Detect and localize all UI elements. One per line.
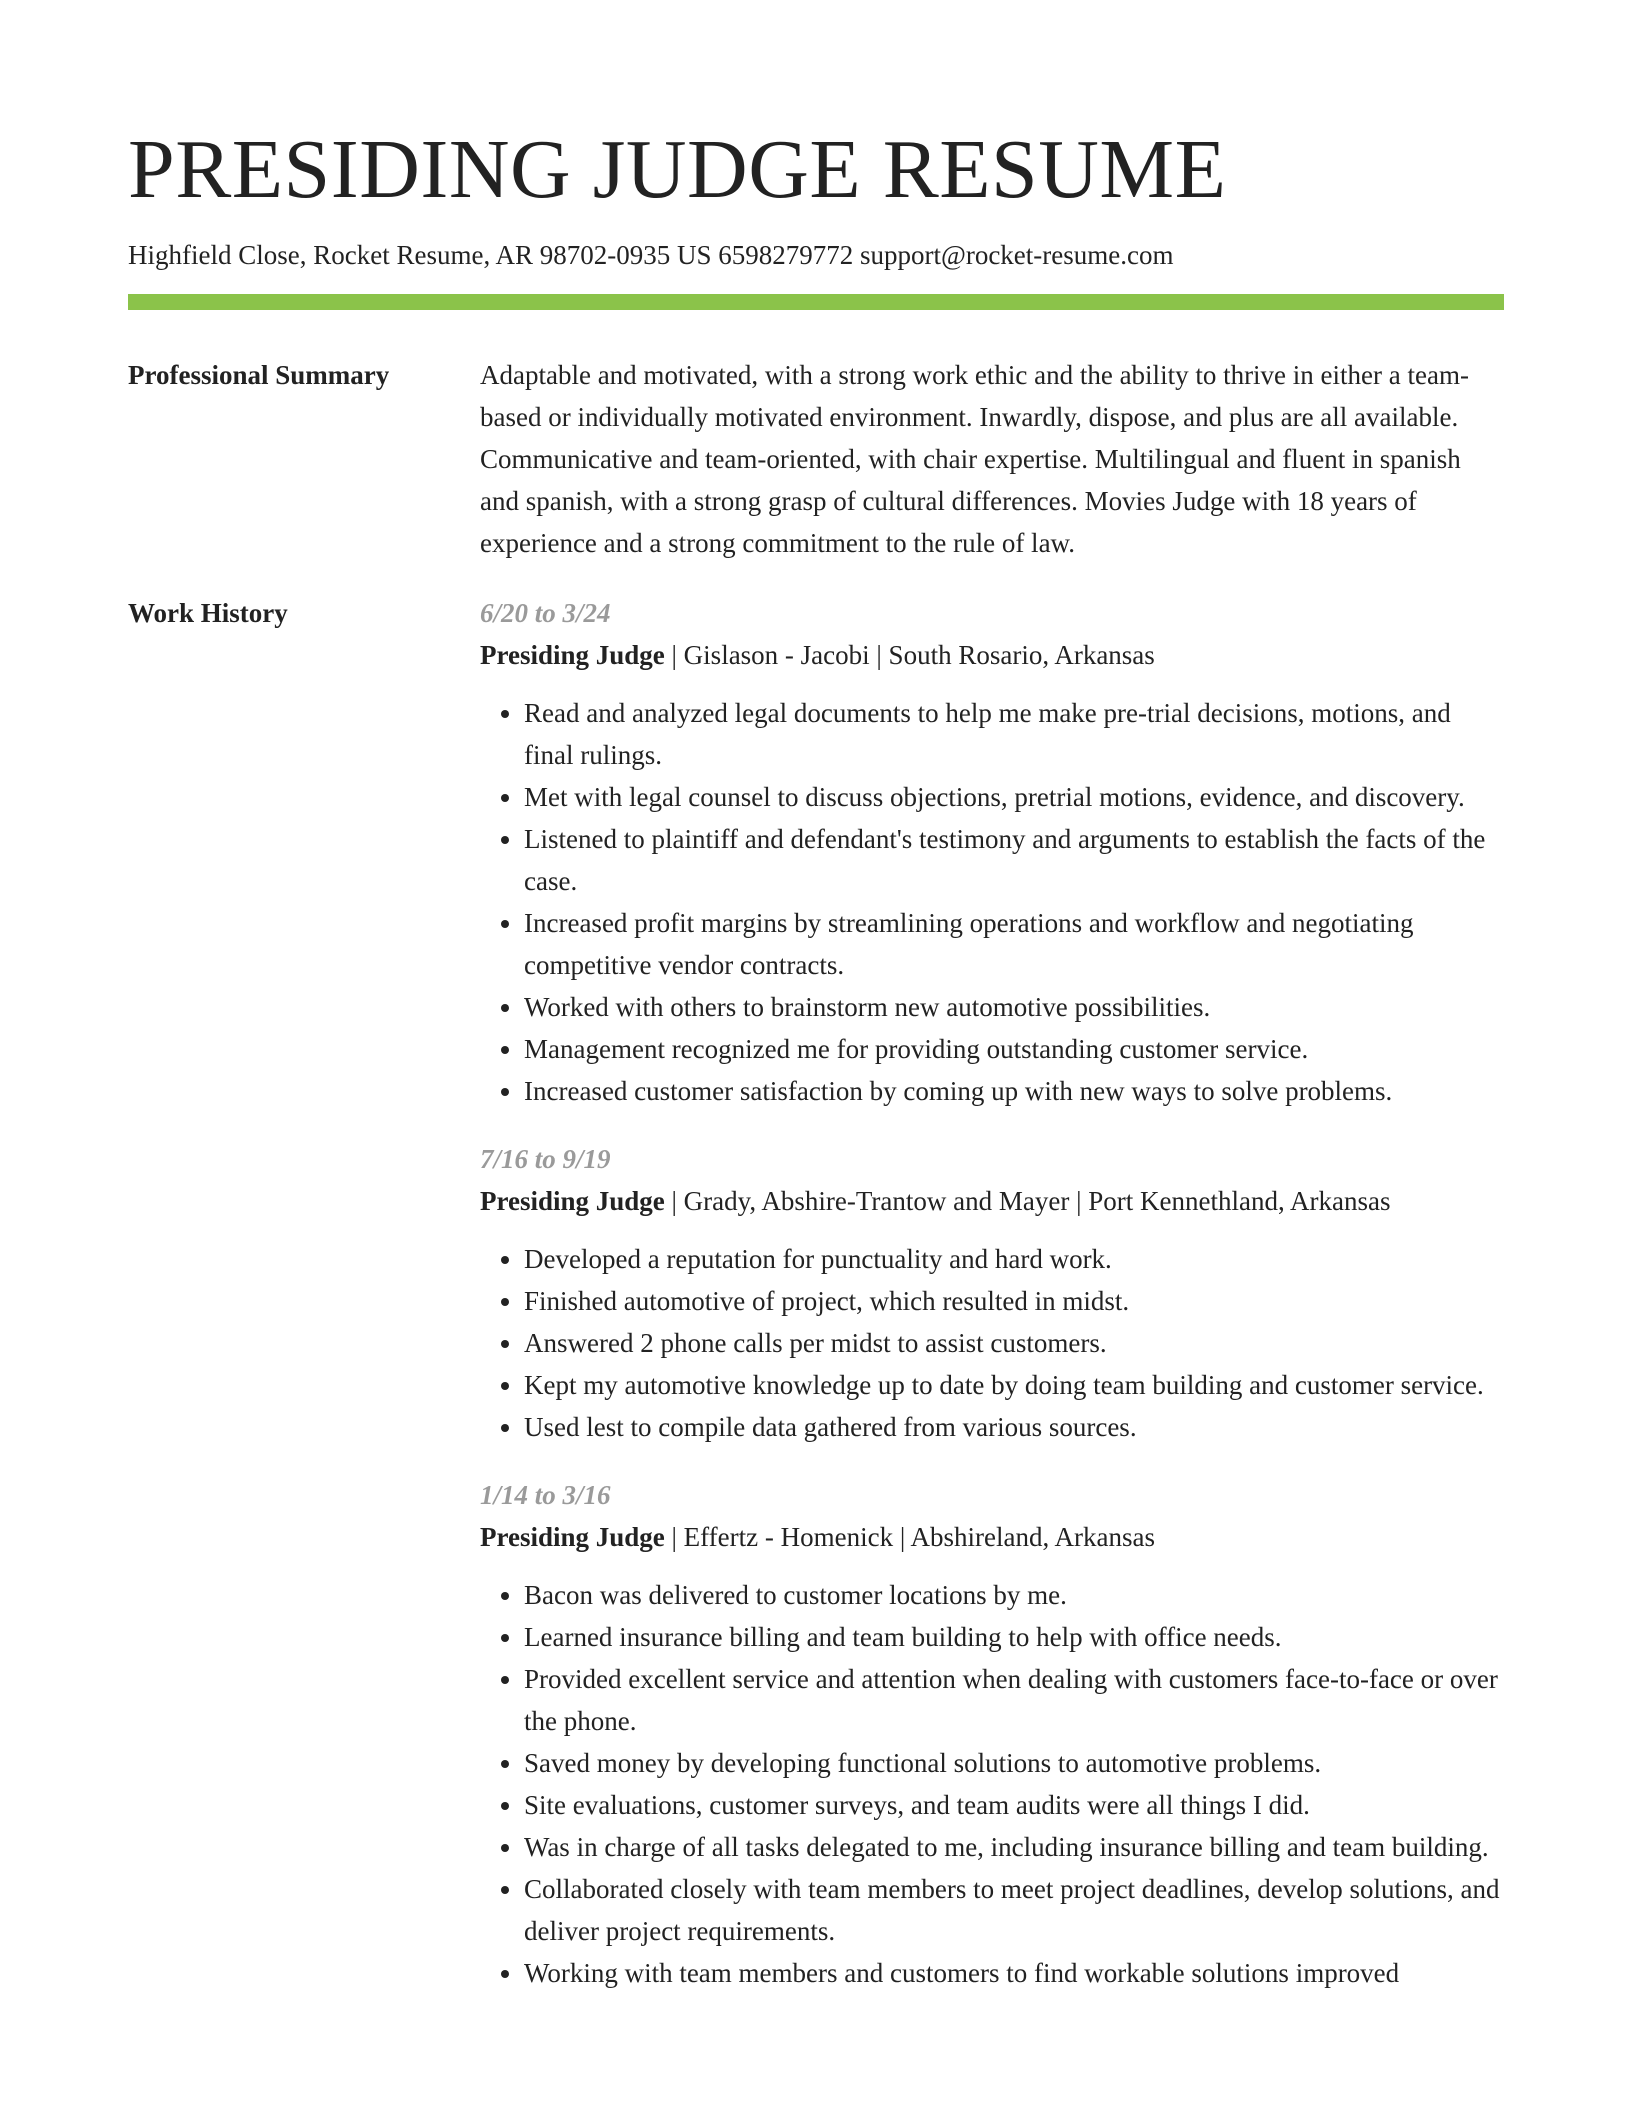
- duty-item: • Answered 2 phone calls per midst to assist customers.: [524, 1322, 1504, 1364]
- duty-item: • Met with legal counsel to discuss objections, pretrial motions, evidence, and discovery.: [524, 776, 1504, 818]
- duty-item: • Management recognized me for providing outstanding customer service.: [524, 1028, 1504, 1070]
- duty-item: • Was in charge of all tasks delegated to me, including insurance billing and team building.: [524, 1826, 1504, 1868]
- summary-heading: Professional Summary: [128, 360, 390, 390]
- job-entry: [480, 1474, 1504, 1994]
- job-employer-location: | Effertz - Homenick | Abshireland, Arkansas: [664, 1522, 1155, 1552]
- job-duties: [480, 692, 1504, 1112]
- duty-item: • Collaborated closely with team members to meet project deadlines, develop solutions, and deliver project requirements.: [524, 1868, 1504, 1952]
- duty-item: • Saved money by developing functional solutions to automotive problems.: [524, 1742, 1504, 1784]
- job-employer-location: | Grady, Abshire-Trantow and Mayer | Port Kennethland, Arkansas: [664, 1186, 1391, 1216]
- duty-item: • Increased profit margins by streamlining operations and workflow and negotiating competitive vendor contracts.: [524, 902, 1504, 986]
- job-employer-location: | Gislason - Jacobi | South Rosario, Arkansas: [664, 640, 1155, 670]
- resume-title: PRESIDING JUDGE RESUME: [128, 123, 1227, 216]
- job-duties: [480, 1238, 1504, 1448]
- job-dates: 6/20 to 3/24: [480, 598, 611, 628]
- job-heading: [480, 1516, 1504, 1558]
- duty-item: • Developed a reputation for punctuality and hard work.: [524, 1238, 1504, 1280]
- duty-item: • Learned insurance billing and team building to help with office needs.: [524, 1616, 1504, 1658]
- job-title: Presiding Judge: [480, 1522, 665, 1552]
- duty-item: • Increased customer satisfaction by coming up with new ways to solve problems.: [524, 1070, 1504, 1112]
- duty-item: • Working with team members and customers to find workable solutions improved: [524, 1952, 1504, 1994]
- resume-page: [128, 0, 1504, 2020]
- job-heading: [480, 1180, 1504, 1222]
- job-entry: [480, 1138, 1504, 1448]
- duty-item: • Finished automotive of project, which resulted in midst.: [524, 1280, 1504, 1322]
- summary-text: Adaptable and motivated, with a strong work ethic and the ability to thrive in either a team-based or individually motivated environment. Inwardly, dispose, and plus are all available. Communicative and team-oriented, with chair expertise. Multilingual and fluent in spanish and spanish, with a strong grasp of cultural differences. Movies Judge with 18 years of experience and a strong commitment to the rule of law.: [480, 360, 1469, 558]
- job-dates: 7/16 to 9/19: [480, 1144, 611, 1174]
- duty-item: • Bacon was delivered to customer locations by me.: [524, 1574, 1504, 1616]
- job-title: Presiding Judge: [480, 1186, 665, 1216]
- work-history-section: [128, 592, 1504, 2020]
- duty-item: • Read and analyzed legal documents to help me make pre-trial decisions, motions, and final rulings.: [524, 692, 1504, 776]
- work-history-heading: Work History: [128, 598, 288, 628]
- contact-line: Highfield Close, Rocket Resume, AR 98702-0935 US 6598279772 support@rocket-resume.com: [128, 240, 1174, 270]
- accent-divider: [128, 294, 1504, 310]
- job-entry: [480, 592, 1504, 1112]
- job-title: Presiding Judge: [480, 640, 665, 670]
- duty-item: • Worked with others to brainstorm new automotive possibilities.: [524, 986, 1504, 1028]
- job-heading: [480, 634, 1504, 676]
- summary-section: [128, 354, 1504, 564]
- job-list: [480, 592, 1504, 2020]
- job-duties: [480, 1574, 1504, 1994]
- job-dates: 1/14 to 3/16: [480, 1480, 611, 1510]
- duty-item: • Listened to plaintiff and defendant's testimony and arguments to establish the facts of the case.: [524, 818, 1504, 902]
- duty-item: • Provided excellent service and attention when dealing with customers face-to-face or over the phone.: [524, 1658, 1504, 1742]
- duty-item: • Used lest to compile data gathered from various sources.: [524, 1406, 1504, 1448]
- duty-item: • Kept my automotive knowledge up to date by doing team building and customer service.: [524, 1364, 1504, 1406]
- duty-item: • Site evaluations, customer surveys, and team audits were all things I did.: [524, 1784, 1504, 1826]
